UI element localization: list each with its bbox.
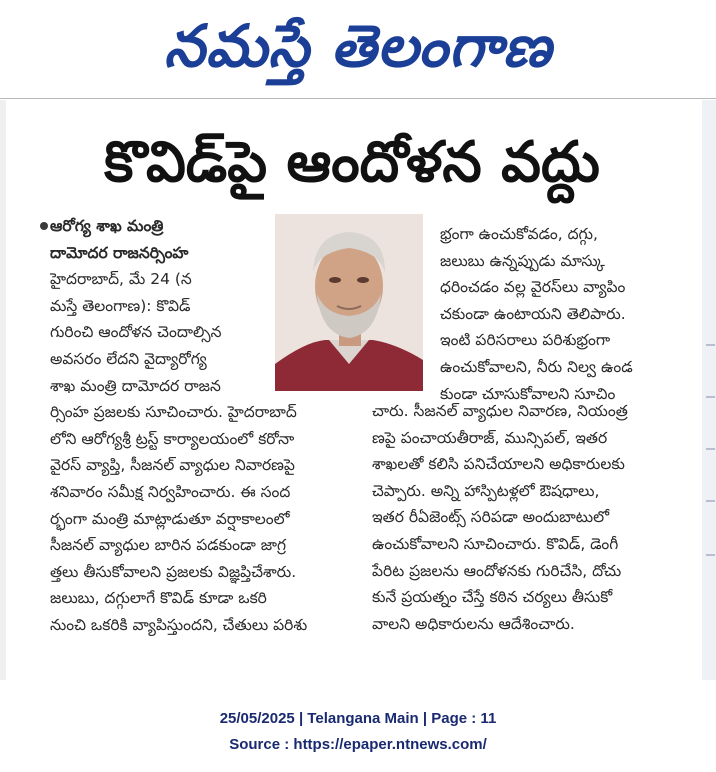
epaper-footer <box>0 706 716 758</box>
body-line: కుండా చూసుకోవాలని సూచిం <box>440 384 616 403</box>
body-line: ఉంచుకోవాలని, నీరు నిల్వ ఉండ <box>440 357 633 376</box>
body-line: హైదరాబాద్, మే 24 (న <box>50 270 192 289</box>
body-line: గురించి ఆందోళన చెందాల్సిన <box>50 323 222 342</box>
article-column-right-bottom <box>372 398 708 637</box>
body-line: చారు. సీజనల్ వ్యాధుల నివారణ, నియంత్ర <box>372 402 628 420</box>
body-line: సీజనల్ వ్యాధుల బారిన పడకుండా జాగ్ర <box>50 536 286 555</box>
byline-line: ఆరోగ్య శాఖ మంత్రి <box>50 217 164 235</box>
body-line: ఇంటి పరిసరాలు పరిశుభ్రంగా <box>440 331 611 350</box>
article-headline: కొవిడ్‌పై ఆందోళన వద్దు <box>104 130 600 195</box>
body-line: నుంచి ఒకరికి వ్యాపిస్తుందని, చేతులు పరిశు <box>50 615 308 634</box>
article-column-right-top <box>440 221 708 407</box>
body-line: భ్రంగా ఉంచుకోవడం, దగ్గు, <box>440 225 598 243</box>
body-line: శాఖ మంత్రి దామోదర రాజన <box>50 376 221 395</box>
body-line: మస్తే తెలంగాణ): కొవిడ్ <box>50 296 191 315</box>
body-line: వైరస్ వ్యాప్తి, సీజనల్ వ్యాధుల నివారణపై <box>50 456 295 475</box>
byline-line: దామోదర రాజనర్సింహ <box>50 243 189 262</box>
body-line: అవసరం లేదని వైద్యారోగ్య <box>50 349 207 368</box>
bullet-icon <box>40 222 48 230</box>
edition-info: 25/05/2025 | Telangana Main | Page : 11 <box>219 710 497 727</box>
body-line: కునే ప్రయత్నం చేస్తే కఠిన చర్యలు తీసుకో <box>372 588 613 607</box>
body-line: శనివారం సమీక్ష నిర్వహించారు. ఈ సంద <box>50 482 291 501</box>
body-line: వాలని అధికారులను ఆదేశించారు. <box>372 614 575 633</box>
body-line: లోని ఆరోగ్యశ్రీ ట్రస్ట్ కార్యాలయంలో కరోనా <box>50 429 295 448</box>
body-line: ర్సింహ ప్రజలకు సూచించారు. హైదరాబాద్ <box>50 403 297 422</box>
minister-portrait-photo <box>275 214 423 391</box>
body-line: ణపై పంచాయతీరాజ్, మున్సిపల్, ఇతర <box>372 428 608 447</box>
clipping-left-edge <box>0 100 6 680</box>
body-line: ఇతర రీఏజెంట్స్ సరిపడా అందుబాటులో <box>372 508 610 527</box>
body-line: జలుబు ఉన్నప్పుడు మాస్కు <box>440 251 605 270</box>
masthead-title: నమస్తే తెలంగాణ <box>164 12 552 80</box>
body-line: ర్భంగా మంత్రి మాట్లాడుతూ వర్షాకాలంలో <box>50 509 290 528</box>
body-line: ఉంచుకోవాలని సూచించారు. కొవిడ్, డెంగీ <box>372 534 619 553</box>
body-line: త్తలు తీసుకోవాలని ప్రజలకు విజ్ఞప్తిచేశారు. <box>50 562 297 581</box>
body-line: ధరించడం వల్ల వైరస్‌లు వ్యాపిం <box>440 278 626 297</box>
newspaper-masthead <box>0 0 716 96</box>
body-line: పేరిట ప్రజలను ఆందోళనకు గురిచేసి, దోచు <box>372 561 622 580</box>
source-link[interactable]: Source : https://epaper.ntnews.com/ <box>229 736 487 753</box>
body-line: జలుబు, దగ్గులాగే కొవిడ్ కూడా ఒకరి <box>50 589 267 608</box>
body-line: చకుండా ఉంటాయని తెలిపారు. <box>440 304 626 323</box>
body-line: చెప్పారు. అన్ని హాస్పిటళ్లలో ఔషధాలు, <box>372 481 600 500</box>
body-line: శాఖలతో కలిసి పనిచేయాలని అధికారులకు <box>372 455 625 474</box>
